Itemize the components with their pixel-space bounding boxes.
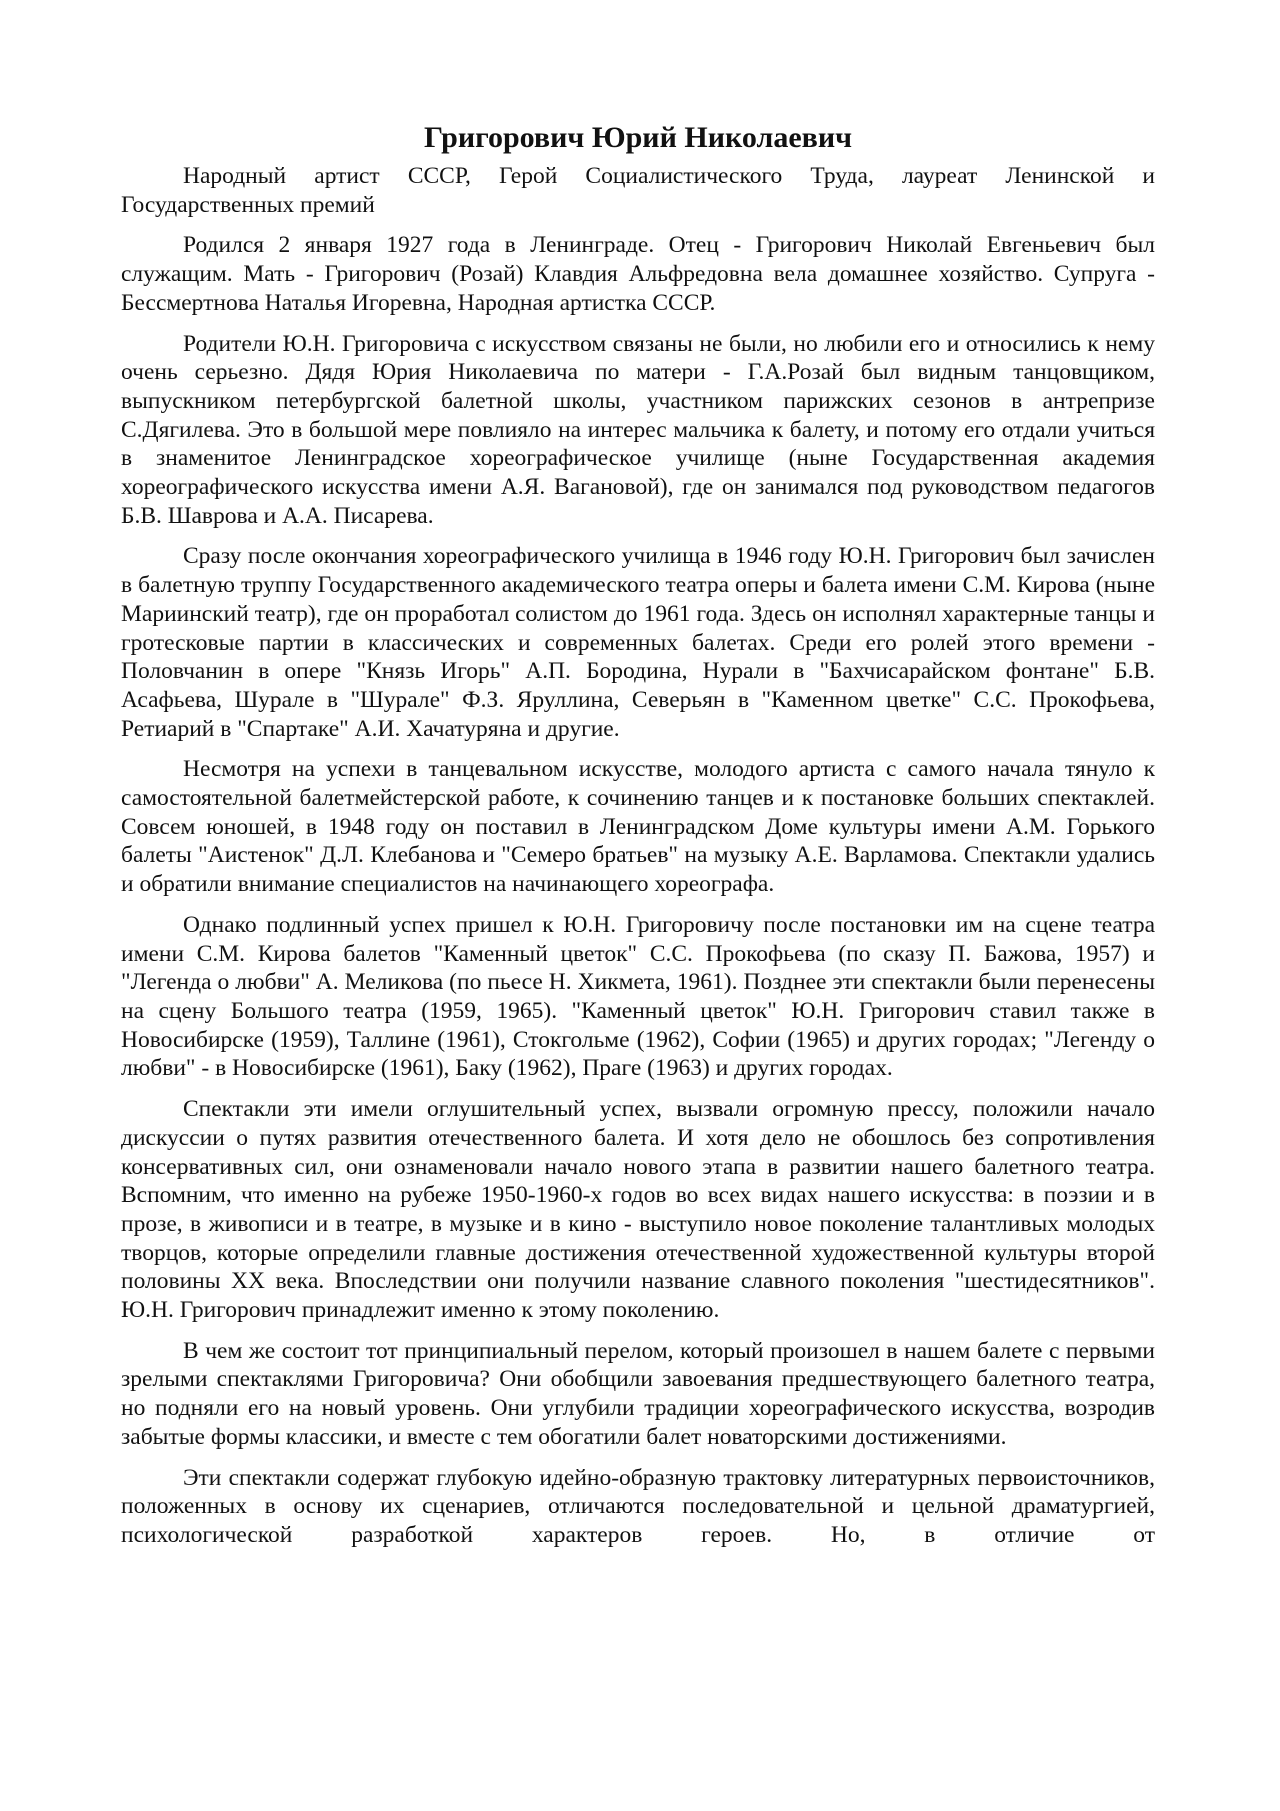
document-title: Григорович Юрий Николаевич bbox=[423, 121, 853, 154]
paragraph-success: Однако подлинный успех пришел к Ю.Н. Григоровичу после постановки им на сцене театра имени С.М. Кирова балетов "Каменный цветок" С.С. Прокофьева (по сказу П. Бажова, 1957) и "Легенда о любви" А. Меликова (по пьесе Н. Хикмета, 1961). Позднее эти спектакли были перенесены на сцену Большого театра (1959, 1965). "Каменный цветок" Ю.Н. Григорович ставил также в Новосибирске (1959), Таллине (1961), Стокгольме (1962), Софии (1965) и других городах; "Легенду о любви" - в Новосибирске (1961), Баку (1962), Праге (1963) и других городах. bbox=[121, 911, 1155, 1082]
paragraph-sixties: Спектакли эти имели оглушительный успех, вызвали огромную прессу, положили начало дискуссии о путях развития отечественного балета. И хотя дело не обошлось без сопротивления консервативных сил, они ознаменовали начало нового этапа в развитии нашего балетного театра. Вспомним, что именно на рубеже 1950-1960-х годов во всех видах нашего искусства: в поэзии и в прозе, в живописи и в театре, в музыке и в кино - выступило новое поколение талантливых молодых творцов, которые определили главные достижения отечественной художественной культуры второй половины XX века. Впоследствии они получили название славного поколения "шестидесятников". Ю.Н. Григорович принадлежит именно к этому поколению. bbox=[121, 1096, 1155, 1324]
paragraph-dramaturgy: Эти спектакли содержат глубокую идейно-образную трактовку литературных первоисточников, положенных в основу их сценариев, отличаются последовательной и цельной драматургией, психологической разработкой характеров героев. Но, в отличие от bbox=[121, 1464, 1155, 1548]
paragraph-parents: Родители Ю.Н. Григоровича с искусством связаны не были, но любили его и относились к нему очень серьезно. Дядя Юрия Николаевича по матери - Г.А.Розай был видным танцовщиком, выпускником петербургской балетной школы, участником парижских сезонов в антрепризе С.Дягилева. Это в большой мере повлияло на интерес мальчика к балету, и потому его отдали учиться в знаменитое Ленинградское хореографическое училище (ныне Государственная академия хореографического искусства имени А.Я. Вагановой), где он занимался под руководством педагогов Б.В. Шаврова и А.А. Писарева. bbox=[121, 330, 1155, 529]
document-page bbox=[121, 118, 1155, 1562]
paragraph-early-choreography: Несмотря на успехи в танцевальном искусстве, молодого артиста с самого начала тянуло к самостоятельной балетмейстерской работе, к сочинению танцев и к постановке больших спектаклей. Совсем юношей, в 1948 году он поставил в Ленинградском Доме культуры имени А.М. Горького балеты "Аистенок" Д.Л. Клебанова и "Семеро братьев" на музыку А.Е. Варламова. Спектакли удались и обратили внимание специалистов на начинающего хореографа. bbox=[121, 756, 1155, 898]
paragraph-turning-point: В чем же состоит тот принципиальный перелом, который произошел в нашем балете с первыми зрелыми спектаклями Григоровича? Они обобщили завоевания предшествующего балетного театра, но подняли его на новый уровень. Они углубили традиции хореографического искусства, возродив забытые формы классики, и вместе с тем обогатили балет новаторскими достижениями. bbox=[121, 1337, 1155, 1450]
paragraph-titles: Народный артист СССР, Герой Социалистического Труда, лауреат Ленинской и Государственных премий bbox=[121, 163, 1155, 218]
paragraph-kirov-theatre: Сразу после окончания хореографического училища в 1946 году Ю.Н. Григорович был зачислен в балетную труппу Государственного академического театра оперы и балета имени С.М. Кирова (ныне Мариинский театр), где он проработал солистом до 1961 года. Здесь он исполнял характерные танцы и гротесковые партии в классических и современных балетах. Среди его ролей этого времени - Половчанин в опере "Князь Игорь" А.П. Бородина, Нурали в "Бахчисарайском фонтане" Б.В. Асафьева, Шурале в "Шурале" Ф.З. Яруллина, Северьян в "Каменном цветке" С.С. Прокофьева, Ретиарий в "Спартаке" А.И. Хачатуряна и другие. bbox=[121, 543, 1155, 742]
paragraph-birth: Родился 2 января 1927 года в Ленинграде. Отец - Григорович Николай Евгеньевич был служащим. Мать - Григорович (Розай) Клавдия Альфредовна вела домашнее хозяйство. Супруга - Бессмертнова Наталья Игоревна, Народная артистка СССР. bbox=[121, 232, 1155, 316]
